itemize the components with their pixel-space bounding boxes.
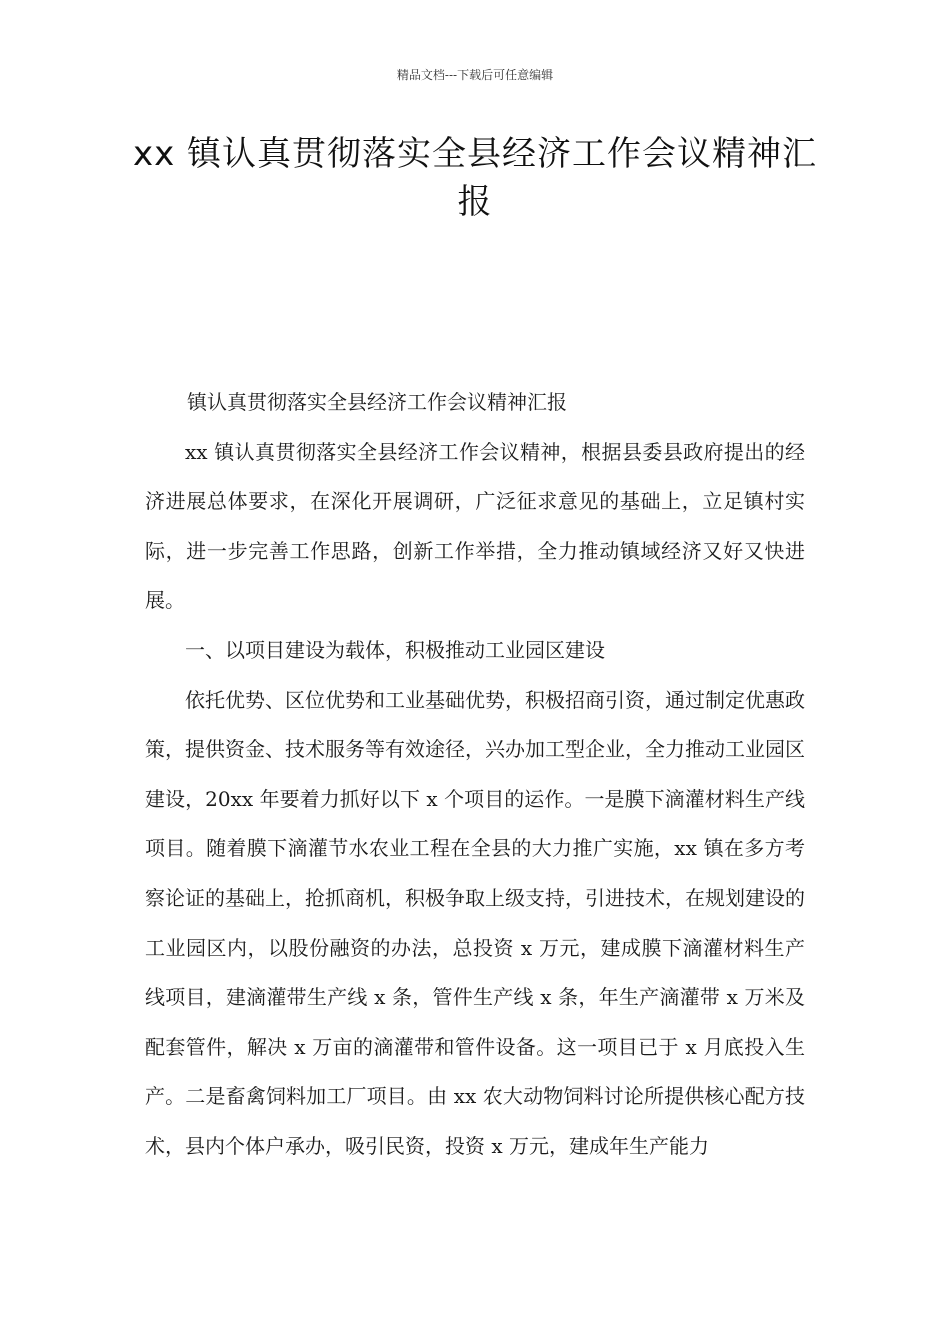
document-body xyxy=(145,378,805,1172)
section-heading: 一、以项目建设为载体，积极推动工业园区建设 xyxy=(185,637,605,662)
body-subtitle: 镇认真贯彻落实全县经济工作会议精神汇报 xyxy=(187,390,567,414)
body-paragraph: 依托优势、区位优势和工业基础优势，积极招商引资，通过制定优惠政策，提供资金、技术服务等有效途径，兴办加工型企业，全力推动工业园区建设，20xx 年要着力抓好以下 x 个项目的运作。一是膜下滴灌材料生产线项目。随着膜下滴灌节水农业工程在全县的大力推广实施，xx 镇在多方考察论证的基础上，抢抓商机，积极争取上级支持，引进技术，在规划建设的工业园区内，以股份融资的办法，总投资 x 万元，建成膜下滴灌材料生产线项目，建滴灌带生产线 x 条，管件生产线 x 条，年生产滴灌带 x 万米及配套管件，解决 x 万亩的滴灌带和管件设备。这一项目已于 x 月底投入生产。二是畜禽饲料加工厂项目。由 xx 农大动物饲料讨论所提供核心配方技术，县内个体户承办，吸引民资，投资 x 万元，建成年生产能力 xyxy=(145,687,805,1158)
header-note: 精品文档---下载后可任意编辑 xyxy=(396,68,554,82)
body-paragraph: xx 镇认真贯彻落实全县经济工作会议精神，根据县委县政府提出的经济进展总体要求，在深化开展调研，广泛征求意见的基础上，立足镇村实际，进一步完善工作思路，创新工作举措，全力推动镇域经济又好又快进展。 xyxy=(145,439,805,613)
document-title: xx 镇认真贯彻落实全县经济工作会议精神汇报 xyxy=(132,134,818,222)
